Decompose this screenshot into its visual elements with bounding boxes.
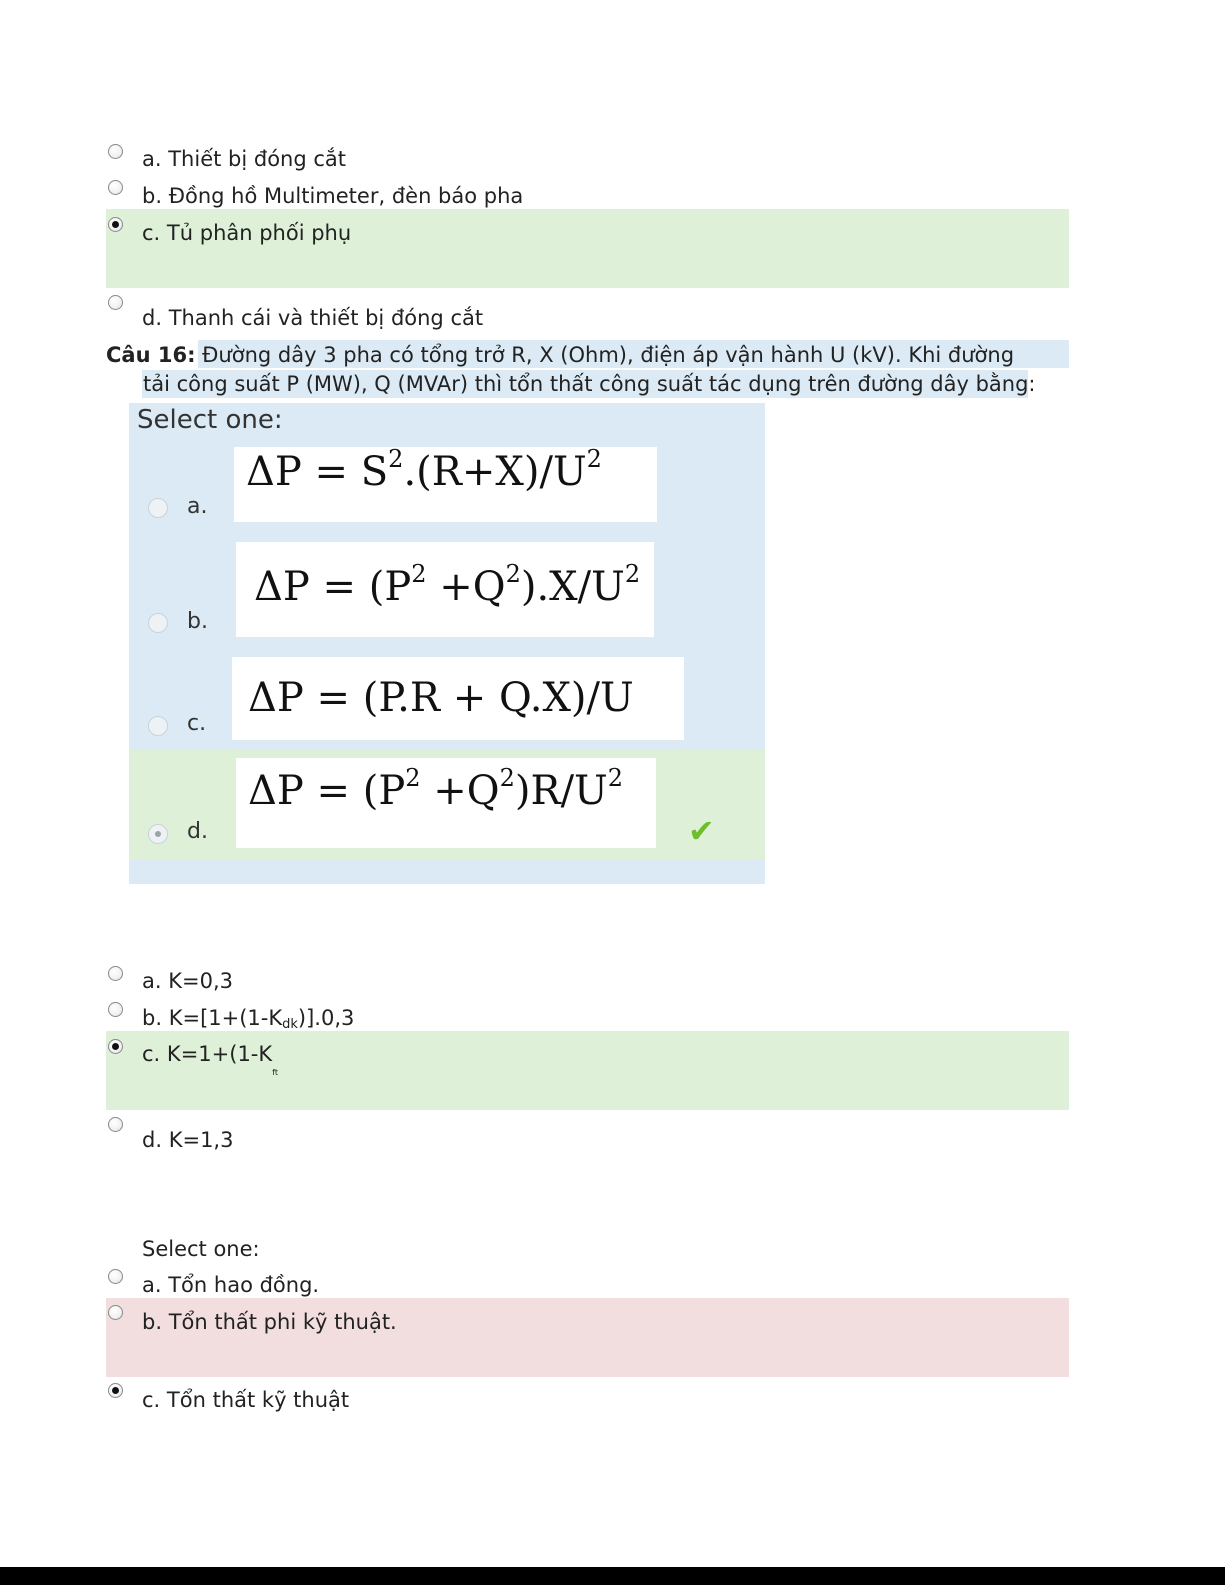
formula-b: $\Delta P = (P^2 +Q^2).X/U^2$	[236, 542, 654, 637]
radio-option-a[interactable]	[108, 144, 123, 159]
radio-formula-c[interactable]	[148, 716, 168, 736]
page-bottom-border	[0, 1567, 1225, 1585]
radio-formula-b[interactable]	[148, 613, 168, 633]
k-option-a: a. K=0,3	[142, 969, 233, 993]
formula-b-letter: b.	[187, 609, 208, 634]
option-a-label: a. Thiết bị đóng cắt	[142, 147, 347, 171]
loss-option-a: a. Tổn hao đồng.	[142, 1273, 320, 1297]
radio-formula-d[interactable]	[148, 824, 168, 844]
select-one-prompt: Select one:	[137, 405, 283, 435]
radio-loss-c[interactable]	[108, 1383, 123, 1398]
k-option-b: b. K=[1+(1-Kdk)].0,3	[142, 1006, 355, 1032]
k-option-c: c. $K=1+(1-K_{ft}$	[142, 1042, 278, 1077]
radio-k-d[interactable]	[108, 1117, 123, 1132]
radio-k-b[interactable]	[108, 1002, 123, 1017]
option-c-label: c. Tủ phân phối phụ	[142, 221, 352, 245]
correct-check-icon: ✔	[688, 812, 715, 850]
radio-formula-a[interactable]	[148, 498, 168, 518]
question-number: Câu 16:	[106, 343, 196, 367]
k-option-d: d. K=1,3	[142, 1128, 234, 1152]
formula-a: $\Delta P = S^2.(R+X)/U^2$	[234, 447, 657, 522]
loss-option-c: c. Tổn thất kỹ thuật	[142, 1388, 350, 1412]
formula-d: $\Delta P = (P^2 +Q^2)R/U^2$	[236, 758, 656, 848]
question-16-line1: Câu 16: Đường dây 3 pha có tổng trở R, X (Ohm), điện áp vận hành U (kV). Khi đường	[106, 343, 1015, 367]
radio-option-c[interactable]	[108, 217, 123, 232]
formula-c-letter: c.	[187, 711, 207, 736]
option-d-label: d. Thanh cái và thiết bị đóng cắt	[142, 306, 484, 330]
select-one-label: Select one:	[142, 1237, 260, 1261]
question-16-line2: tải công suất P (MW), Q (MVAr) thì tổn thất công suất tác dụng trên đường dây bằng:	[143, 372, 1036, 396]
radio-loss-a[interactable]	[108, 1269, 123, 1284]
radio-option-b[interactable]	[108, 180, 123, 195]
formula-c: ΔP = (P.R + Q.X)/U	[232, 657, 684, 740]
option-b-label: b. Đồng hồ Multimeter, đèn báo pha	[142, 184, 524, 208]
radio-option-d[interactable]	[108, 295, 123, 310]
radio-loss-b[interactable]	[108, 1305, 123, 1320]
radio-k-a[interactable]	[108, 966, 123, 981]
formula-d-letter: d.	[187, 819, 208, 844]
radio-k-c[interactable]	[108, 1039, 123, 1054]
formula-a-letter: a.	[187, 494, 208, 519]
loss-option-b: b. Tổn thất phi kỹ thuật.	[142, 1310, 397, 1334]
